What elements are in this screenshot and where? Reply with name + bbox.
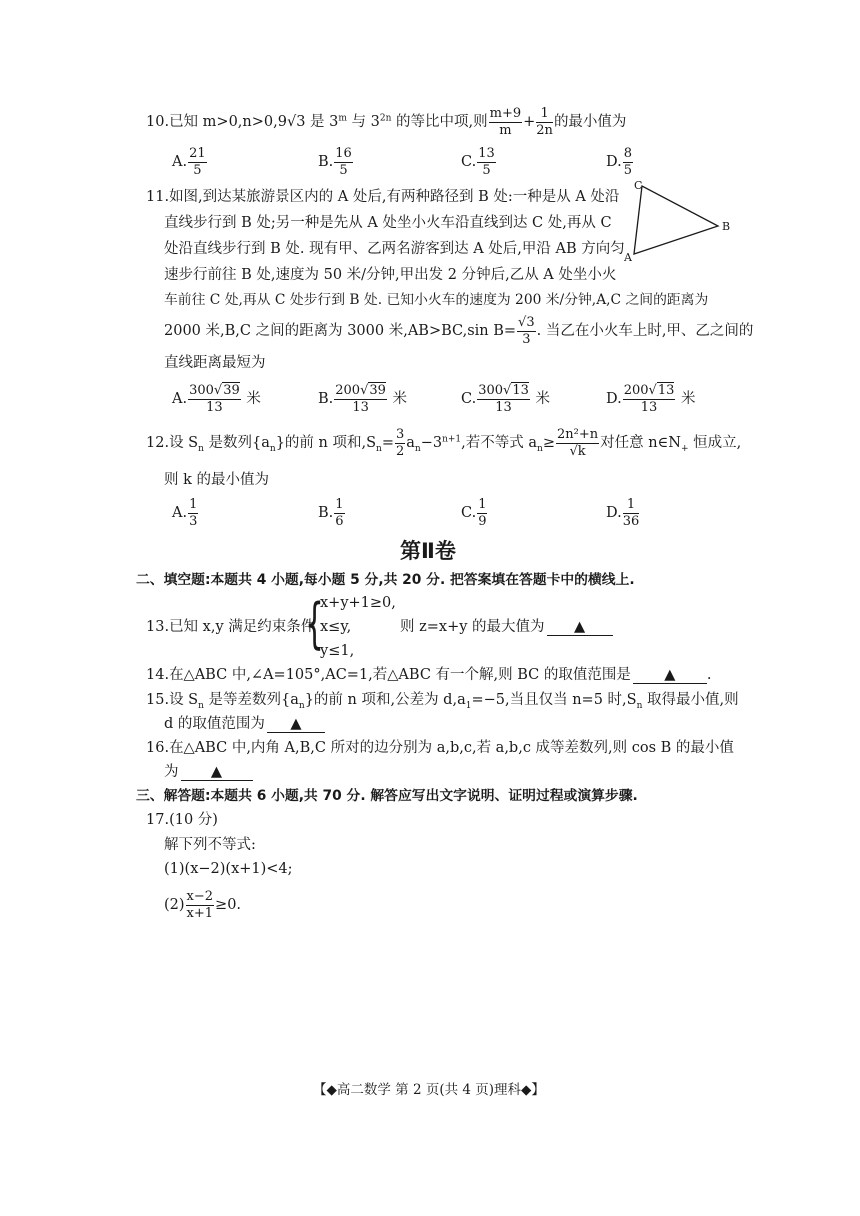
q10-fraction-1: $\frac{m+9}{m}$ <box>489 106 522 138</box>
q12-fraction-3-2: $\frac{3}{2}$ <box>395 427 405 459</box>
triangle-mark-icon: ▲ <box>664 667 676 683</box>
q12-option-a: A. $\frac{1}{3}$ <box>172 497 198 529</box>
q13-constraint-3: y≤1, <box>320 643 355 659</box>
q17-item-1: (1)(x−2)(x+1)<4; <box>164 861 293 877</box>
section-title: 第Ⅱ卷 <box>400 539 456 563</box>
q10-fraction-2: $\frac{1}{2n}$ <box>536 106 553 138</box>
constraint-brace: { <box>305 592 324 655</box>
part2-heading: 二、填空题:本题共 4 小题,每小题 5 分,共 20 分. 把答案填在答题卡中的横线上. <box>136 572 635 588</box>
q12-stem: 12.设 $S_n$ 是数列$\{a_n\}$的前 n 项和$,S_n=$ $\frac{3}{2}$ $a_n-3^{n+1}$,若不等式 $a_n\ge$ $\frac{\text{2n²+n}}{√k}$ 对任意 $n\in N_+$ 恒成立, <box>146 427 742 459</box>
q11-option-d: D. $\frac{200√13}{13}$ 米 <box>606 383 696 415</box>
q15-answer-blank <box>267 717 325 733</box>
part3-heading: 三、解答题:本题共 6 小题,共 70 分. 解答应写出文字说明、证明过程或演算步骤. <box>136 788 638 804</box>
figure-label-b: B <box>722 220 731 233</box>
q17-item-2: (2) $\frac{x-2}{x+1}$ ≥0. <box>164 889 242 921</box>
q17-fraction: $\frac{x-2}{x+1}$ <box>186 889 214 921</box>
q10-option-c: C. $\frac{13}{5}$ <box>461 146 495 178</box>
q14-stem: 14.在△ABC 中,∠A=105°,AC=1,若△ABC 有一个解,则 BC 的取值范围是 ▲ . <box>146 667 712 683</box>
q11-line-7: 直线距离最短为 <box>164 355 266 371</box>
q13-constraint-2: x≤y, <box>320 619 352 635</box>
q12-line-2: 则 k 的最小值为 <box>164 472 270 488</box>
figure-label-a: A <box>624 251 632 264</box>
q11-line-6: 2000 米,B,C 之间的距离为 3000 米,AB>BC,sin B= $\frac{√3}{3}$ . 当乙在小火车上时,甲、乙之间的 <box>164 315 754 347</box>
q11-sin-fraction: $\frac{√3}{3}$ <box>518 315 535 347</box>
q11-line-4: 速步行前往 B 处,速度为 50 米/分钟,甲出发 2 分钟后,乙从 A 处坐小火 <box>164 267 617 283</box>
q16-line-1: 16.在△ABC 中,内角 A,B,C 所对的边分别为 a,b,c,若 a,b,c 成等差数列,则 cos B 的最小值 <box>146 740 734 756</box>
q11-option-b: B. $\frac{200√39}{13}$ 米 <box>318 383 408 415</box>
q14-answer-blank <box>633 668 707 684</box>
q13-constraint-1: x+y+1≥0, <box>320 595 396 611</box>
triangle-mark-icon: ▲ <box>290 716 302 732</box>
triangle-mark-icon: ▲ <box>573 619 586 635</box>
q13-tail: 则 z=x+y 的最大值为 ▲ <box>400 620 613 636</box>
q12-option-c: C. $\frac{1}{9}$ <box>461 497 487 529</box>
q16-answer-blank <box>181 765 253 781</box>
q11-line-1: 11.如图,到达某旅游景区内的 A 处后,有两种路径到 B 处:一种是从 A 处沿 <box>146 189 620 205</box>
q13-stem: 13.已知 x,y 满足约束条件 <box>146 619 316 635</box>
q11-line-3: 处沿直线步行到 B 处. 现有甲、乙两名游客到达 A 处后,甲沿 AB 方向匀 <box>164 241 625 257</box>
figure-label-c: C <box>634 179 643 192</box>
q12-option-d: D. $\frac{1}{36}$ <box>606 497 640 529</box>
q15-line-1: 15.设 $S_n$ 是等差数列$\{a_n\}$的前 n 项和,公差为 $d,a_1=-5$,当且仅当 n=5 时$,S_n$ 取得最小值,则 <box>146 692 739 711</box>
triangle-abc <box>634 186 718 254</box>
q10-stem: 10.已知 m>0,n>0,9√3 是 3$^m$ 与 $3^{2n}$ 的等比中项,则 $\frac{m+9}{m}$ + $\frac{1}{2n}$ 的最小值为 <box>146 106 627 138</box>
triangle-mark-icon: ▲ <box>210 764 223 780</box>
q16-line-2: 为 ▲ <box>164 765 253 781</box>
q12-option-b: B. $\frac{1}{6}$ <box>318 497 344 529</box>
q11-option-a: A. $\frac{300√39}{13}$ 米 <box>172 383 261 415</box>
q11-line-2: 直线步行到 B 处;另一种是先从 A 处坐小火车沿直线到达 C 处,再从 C <box>164 215 612 231</box>
q10-option-a: A. $\frac{21}{5}$ <box>172 146 206 178</box>
q17-header: 17.(10 分) <box>146 812 218 828</box>
page-footer: 【◆高二数学 第 2 页(共 4 页)理科◆】 <box>313 1082 545 1098</box>
q13-answer-blank <box>547 620 613 636</box>
q11-option-c: C. $\frac{300√13}{13}$ 米 <box>461 383 550 415</box>
q11-line-5: 车前往 C 处,再从 C 处步行到 B 处. 已知小火车的速度为 200 米/分钟,A,C 之间的距离为 <box>164 292 709 308</box>
q10-option-b: B. $\frac{16}{5}$ <box>318 146 352 178</box>
q17-intro: 解下列不等式: <box>164 837 256 853</box>
q15-line-2: d 的取值范围为 ▲ <box>164 717 325 733</box>
q12-inequality-fraction: $\frac{\text{2n²+n}}{√k}$ <box>556 427 599 459</box>
q10-option-d: D. $\frac{8}{5}$ <box>606 146 632 178</box>
